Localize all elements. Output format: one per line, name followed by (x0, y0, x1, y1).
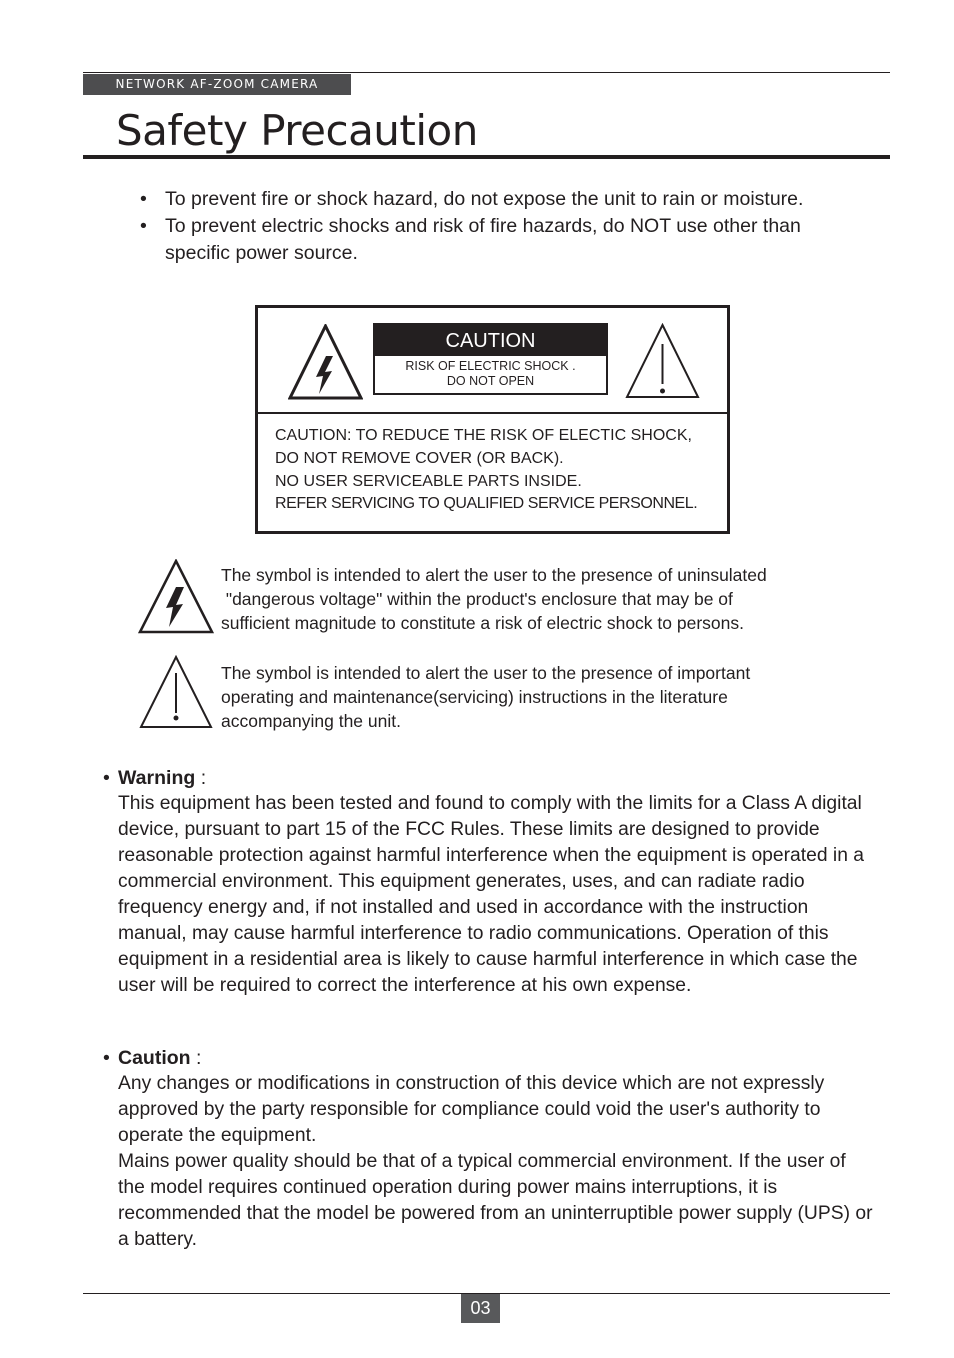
header-top-rule (83, 72, 890, 73)
warning-paragraph: This equipment has been tested and found to comply with the limits for a Class A digital device, pursuant to part 15 of the FCC Rules. These limits are designed to provide reasonable protection against harmful interference when the equipment is operated in a commercial environment. This equipment generates, uses, and can radiate radio frequency energy and, if not installed and used in accordance with the instruction manual, may cause harmful interference to radio communications. Operation of this equipment in a residential area is likely to cause harmful interference in which case the user will be required to correct the interference at his own expense. (118, 793, 865, 996)
page-number: 03 (461, 1294, 500, 1323)
caution-heading (103, 1045, 873, 1071)
exclamation-symbol-line: operating and maintenance(servicing) instructions in the literature (221, 687, 728, 707)
caution-heading-colon: : (190, 1047, 202, 1069)
caution-box-header (258, 308, 727, 414)
warning-section (103, 765, 873, 999)
caution-paragraph: Mains power quality should be that of a typical commercial environment. If the user of the model requires continued operation during power mains interruptions, it is recommended that the model be powered from an uninterruptible power supply (UPS) or a battery. (118, 1151, 873, 1250)
lightning-symbol-line: sufficient magnitude to constitute a risk of electric shock to persons. (221, 613, 744, 633)
caution-label-line-2: DO NOT OPEN (446, 374, 535, 388)
intro-bullet-1: • To prevent fire or shock hazard, do not expose the unit to rain or moisture. (140, 186, 860, 213)
intro-bullet-list (140, 186, 860, 267)
lightning-warning-icon (138, 559, 214, 635)
caution-box (255, 305, 730, 534)
caution-label-title: CAUTION (375, 325, 606, 356)
exclamation-warning-icon (625, 323, 700, 399)
page-title: Safety Precaution (116, 106, 478, 155)
intro-bullet-2: • To prevent electric shocks and risk of fire hazards, do NOT use other than specific power source. (140, 213, 860, 267)
caution-box-line: DO NOT REMOVE COVER (OR BACK). (275, 449, 564, 467)
caution-label-subtitle (375, 356, 606, 389)
caution-box-line: CAUTION: TO REDUCE THE RISK OF ELECTIC SHOCK, (275, 427, 692, 444)
bullet-dot: • (103, 1047, 110, 1069)
warning-heading-colon: : (195, 767, 207, 789)
caution-box-text (275, 425, 697, 516)
lightning-symbol-line: The symbol is intended to alert the user to the presence of uninsulated (221, 565, 767, 585)
lightning-warning-icon (288, 324, 363, 400)
exclamation-symbol-line: The symbol is intended to alert the user to the presence of important (221, 663, 751, 683)
exclamation-warning-icon (138, 655, 214, 731)
caution-paragraph: Any changes or modifications in construction of this device which are not expressly approved by the party responsible for compliance could void the user's authority to operate the equipment. (118, 1073, 825, 1146)
caution-heading-label: Caution (118, 1047, 191, 1069)
lightning-symbol-line: "dangerous voltage" within the product's enclosure that may be of (221, 589, 733, 609)
caution-body (118, 1071, 873, 1253)
exclamation-symbol-line: accompanying the unit. (221, 711, 401, 731)
caution-box-line: NO USER SERVICEABLE PARTS INSIDE. (275, 472, 582, 490)
exclamation-symbol-text (221, 661, 750, 733)
header-tab: NETWORK AF-ZOOM CAMERA (83, 74, 351, 95)
warning-heading (103, 765, 873, 791)
caution-label-line-1: RISK OF ELECTRIC SHOCK . (405, 359, 576, 373)
title-rule (83, 155, 890, 159)
warning-heading-label: Warning (118, 767, 196, 789)
lightning-symbol-text (221, 563, 767, 635)
caution-box-line: REFER SERVICING TO QUALIFIED SERVICE PERSONNEL. (275, 495, 698, 513)
caution-section (103, 1045, 873, 1253)
warning-body (118, 791, 873, 999)
caution-label (373, 323, 608, 395)
bullet-dot: • (103, 767, 110, 789)
